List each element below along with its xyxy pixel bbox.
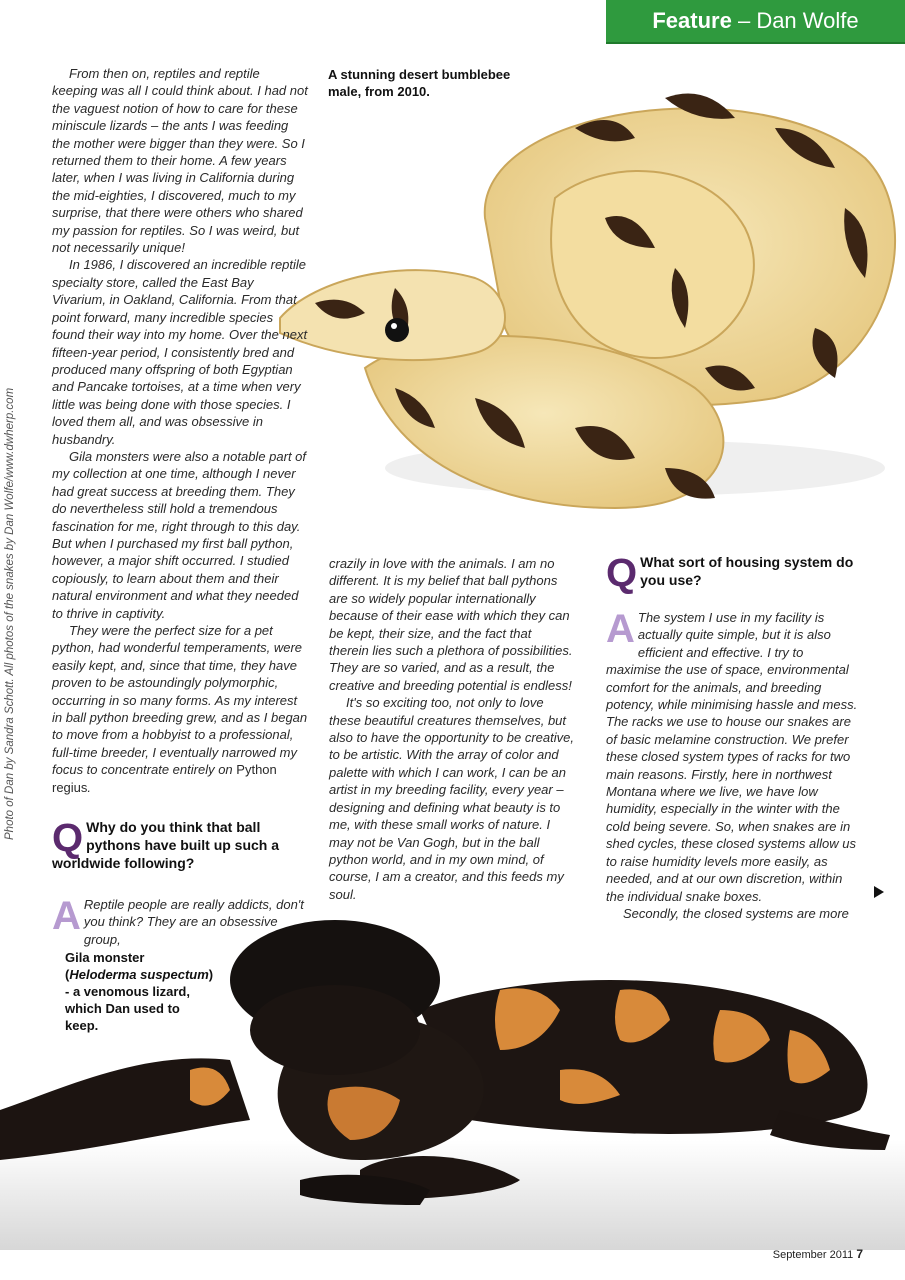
page-footer [773,1247,863,1261]
answer-text: The system I use in my facility is actually quite simple, but it is also efficient and effective. I try to maximise the use of space, environmental comfort for the animals, and breeding potency, while minimising hassle and mess. The racks we use to house our snakes are of basic melamine construction. We prefer these closed system types of racks for two main reasons. Firstly, here in northwest Montana where we live, we have low humidity, especially in the winter with the cold being severe. So, when snakes are in shed cycles, these closed systems allow us to raise humidity levels more easily, as needed, and at our own discretion, within the individual snake boxes. [606,610,858,904]
question-text: What sort of housing system do you use? [640,554,854,588]
paragraph: Gila monsters were also a notable part of my collection at one time, although I never had great success at breeding them. They do nevertheless still hold a tremendous fascination for me, right through to this day. But when I purchased my first ball python, however, a major shift occurred. I studied copiously, to learn about them and their natural environment and what they needed to thrive in captivity. [52,448,307,621]
column-2 [329,555,574,903]
a-dropcap: A [52,894,81,939]
section-label: Feature [652,8,732,33]
section-header [606,0,905,44]
question-text: Why do you think that ball pythons have built up such a worldwide following? [52,819,280,872]
paragraph: From then on, reptiles and reptile keeping was all I could think about. I had not the vaguest notion of how to care for these miniscule lizards – the ants I was feeding the mother were bigger than they were. So I returned them to their home. A few years later, when I was living in California during the mid-eighties, I discovered, much to my surprise, that there were others who shared my passion for reptiles. So I was weird, but not necessarily unique! [52,66,308,256]
paragraph: Secondly, the closed systems are more [623,905,849,921]
author-name: Dan Wolfe [756,8,859,33]
header-dash: – [731,8,757,33]
q-dropcap: Q [606,551,638,595]
column-1 [52,65,308,948]
gila-monster-photo [0,920,905,1250]
paragraph-end: . [87,779,92,795]
issue-date: September 2011 [772,1249,857,1261]
paragraph [52,622,308,796]
paragraph-text: They were the perfect size for a pet python, had wonderful temperaments, were easily kept, and, since that time, they have proven to be astoundingly polymorphic, occurring in so many forms. As my interest in ball python breeding grew, and as I began to move from a hobbyist to a professional, full-time breeder, I eventually narrowed my focus to concentrate entirely on [52,623,308,778]
paragraph: It's so exciting too, not only to love these beautiful creatures themselves, but also to have the opportunity to be creative, to be artistic. With the array of color and palette with which I can work, I can be an artist in my breeding facility, every year – designing and defining what beauty is to me, with these small works of nature. I may not be Van Gogh, but in the ball python world, and in my own mind, of course, I am a creator, and this feeds my soul. [329,695,574,902]
continue-arrow-icon [874,886,884,898]
ball-python-photo [275,68,905,528]
gila-photo-caption: Gila monster (Heloderma suspectum) - a venomous lizard, which Dan used to keep. [65,950,214,1033]
species-name: Heloderma suspectum [69,967,209,982]
a-dropcap: A [606,607,635,651]
q-dropcap: Q [52,816,84,861]
column-3 [606,553,858,922]
question-block [52,818,308,872]
species-name: Python regius [52,762,277,795]
photo-credit: Photo of Dan by Sandra Schott. All photos of the snakes by Dan Wolfe/www.dwherp.com [4,387,16,840]
page-number: 7 [856,1247,863,1261]
paragraph: In 1986, I discovered an incredible reptile specialty store, called the East Bay Vivarium, in Oakland, California. From that point forward, many incredible species found their way into my home. Over the next fifteen-year period, I consistently bred and produced many offspring of both Egyptian and Pancake tortoises, at a time when very little was being done with those species. I loved them all, and was obsessive in husbandry. [52,257,308,447]
answer-block [606,609,858,905]
paragraph: crazily in love with the animals. I am no different. It is my belief that ball pythons are so widely popular internationally because of their ease with which they can be kept, their size, and the fact that therein lies such a plethora of possibilities. They are so varied, and as a result, the creative and breeding potential is endless! [329,556,573,693]
snake-photo-caption: A stunning desert bumblebee male, from 2010. [328,67,511,99]
question-block [606,551,858,595]
answer-text: Reptile people are really addicts, don't you think? They are an obsessive group, [83,897,304,947]
